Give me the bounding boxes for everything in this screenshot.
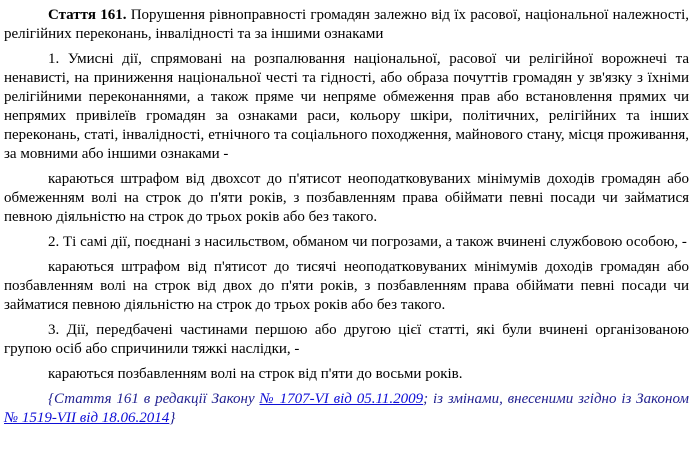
law-link-1519[interactable]: № 1519-VII від 18.06.2014: [4, 410, 170, 426]
amendment-note-suffix: }: [169, 410, 176, 426]
article-heading: [4, 6, 689, 44]
article-paragraph: караються штрафом від двохсот до п'ятисот неоподатковуваних мінімумів доходів громадян або обмеженням волі на строк до п'яти років, з позбавленням права обіймати певні посади чи займатися певною діяльністю на строк до трьох років або без такого.: [4, 171, 689, 225]
article-paragraph: 3. Дії, передбачені частинами першою або другою цієї статті, які були вчинені організованою групою осіб або спричинили тяжкі наслідки, -: [4, 322, 689, 357]
amendment-note-middle: ; із змінами, внесеними згідно із Законом: [423, 391, 690, 407]
article-paragraph: караються позбавленням волі на строк від п'яти до восьми років.: [48, 366, 463, 382]
article-paragraph: 1. Умисні дії, спрямовані на розпалювання національної, расової чи релігійної ворожнечі та ненависті, на приниження національної честі та гідності, або образа почуттів громадян у зв'язку з їхніми релігійними переконаннями, а також пряме чи непряме обмеження прав або встановлення прямих чи непрямих привілеїв громадян за ознаками раси, кольору шкіри, політичних, релігійних та інших переконань, статі, інвалідності, етнічного та соціального походження, майнового стану, місця проживання, за мовними або іншими ознаками -: [4, 51, 689, 162]
article-number: Стаття 161.: [48, 7, 127, 23]
article-paragraph: караються штрафом від п'ятисот до тисячі неоподатковуваних мінімумів доходів громадян або позбавленням волі на строк від двох до п'яти років, з позбавленням права обіймати певні посади чи займатися певною діяльністю на строк до трьох років або без такого.: [4, 259, 689, 313]
article-paragraph: 2. Ті самі дії, поєднані з насильством, обманом чи погрозами, а також вчинені службовою особою, -: [48, 234, 687, 250]
law-link-1707[interactable]: № 1707-VI від 05.11.2009: [259, 391, 424, 407]
amendment-note: [4, 390, 689, 428]
article-title: Порушення рівноправності громадян залежно від їх расової, національної належності, релігійних переконань, інвалідності та за іншими ознаками: [4, 7, 689, 42]
amendment-note-prefix: {Стаття 161 в редакції Закону: [48, 391, 260, 407]
